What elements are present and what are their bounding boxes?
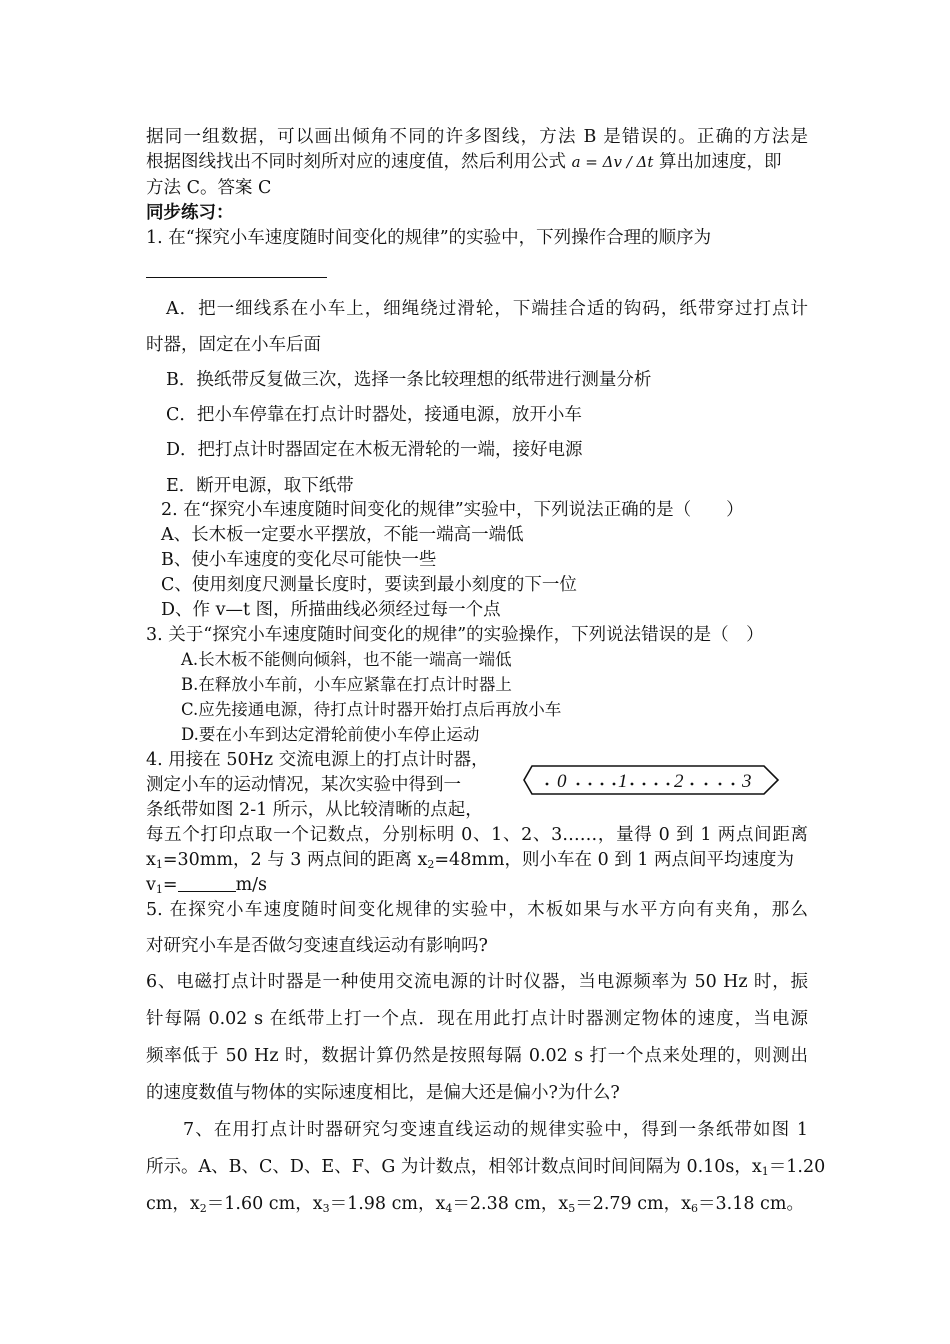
q2-option-b: B、使小车速度的变化尽可能快一些 bbox=[161, 550, 437, 570]
q4-line-1: 4. 用接在 50Hz 交流电源上的打点计时器， bbox=[146, 750, 489, 770]
q7-x5-measure: $x_5=2.79$ cm， bbox=[558, 1194, 682, 1215]
q4-x2-subscript: 2 bbox=[427, 858, 435, 871]
q5-line-2: 对研究小车是否做匀变速直线运动有影响吗? bbox=[146, 936, 488, 956]
q7-x2-measure: cm，$x_2=1.60$ cm， bbox=[146, 1194, 313, 1215]
q2-option-c: C、使用刻度尺测量长度时，要读到最小刻度的下一位 bbox=[161, 575, 577, 595]
q3-option-b: B.在释放小车前，小车应紧靠在打点计时器上 bbox=[181, 675, 512, 694]
q6-line-1: 6、电磁打点计时器是一种使用交流电源的计时仪器，当电源频率为 50 Hz 时，振 bbox=[146, 972, 808, 992]
q4-equals: = bbox=[162, 875, 178, 895]
q3-stem: 3. 关于“探究小车速度随时间变化的规律”的实验操作，下列说法错误的是（ ） bbox=[146, 625, 764, 645]
q5-line-1: 5. 在探究小车速度随时间变化规律的实验中，木板如果与水平方向有夹角，那么 bbox=[146, 900, 808, 920]
q6-line-2: 针每隔 0.02 s 在纸带上打一个点．现在用此打点计时器测定物体的速度，当电源 bbox=[146, 1009, 808, 1029]
acceleration-formula: a = Δv / Δt bbox=[571, 153, 654, 171]
q4-unit: m/s bbox=[235, 875, 268, 895]
paper-tape-figure bbox=[520, 752, 782, 808]
q7-x3-measure: $x_3=1.98$ cm， bbox=[312, 1194, 436, 1215]
q7-line-3 bbox=[146, 1192, 808, 1216]
q1-option-c: C．把小车停靠在打点计时器处，接通电源，放开小车 bbox=[166, 405, 582, 425]
section-title: 同步练习： bbox=[146, 203, 234, 223]
q6-line-3: 频率低于 50 Hz 时，数据计算仍然是按照每隔 0.02 s 打一个点来处理的，则测出 bbox=[146, 1046, 808, 1066]
q7-line-2-text-a: 所示。A、B、C、D、E、F、G 为计数点，相邻计数点间时间间隔为 0.10s，x bbox=[146, 1157, 762, 1177]
q1-stem: 1. 在“探究小车速度随时间变化的规律”的实验中，下列操作合理的顺序为 bbox=[146, 228, 712, 248]
q2-option-d: D、作 v—t 图，所描曲线必须经过每一个点 bbox=[161, 600, 501, 620]
q4-line-5-text-b: =30mm，2 与 3 两点间的距离 x bbox=[162, 850, 428, 870]
q1-option-e: E．断开电源，取下纸带 bbox=[166, 476, 354, 496]
q2-option-a: A、长木板一定要水平摆放，不能一端高一端低 bbox=[161, 525, 524, 545]
q4-line-6 bbox=[146, 873, 267, 897]
q1-option-a-line-2: 时器，固定在小车后面 bbox=[146, 335, 321, 355]
q7-line-2 bbox=[146, 1155, 826, 1179]
q4-line-5-text-c: =48mm，则小车在 0 到 1 两点间平均速度为 bbox=[434, 850, 795, 870]
intro-line-2-text-a: 根据图线找出不同时刻所对应的速度值，然后利用公式 bbox=[146, 152, 566, 172]
q4-x1-subscript: 1 bbox=[155, 858, 163, 871]
q3-option-a: A.长木板不能侧向倾斜，也不能一端高一端低 bbox=[181, 650, 512, 669]
intro-line-3: 方法 C。答案 C bbox=[146, 178, 272, 198]
q3-option-c: C.应先接通电源，待打点计时器开始打点后再放小车 bbox=[181, 700, 562, 719]
q6-line-4: 的速度数值与物体的实际速度相比，是偏大还是偏小?为什么? bbox=[146, 1083, 620, 1103]
tape-label-1: 1 bbox=[618, 771, 628, 792]
q7-x1-subscript: 1 bbox=[761, 1165, 769, 1178]
tape-label-0: 0 bbox=[557, 771, 567, 792]
q2-stem: 2. 在“探究小车速度随时间变化的规律”实验中，下列说法正确的是（ ） bbox=[161, 500, 744, 520]
q4-v1-subscript: 1 bbox=[155, 883, 163, 896]
q4-line-2: 测定小车的运动情况，某次实验中得到一 bbox=[146, 775, 461, 795]
paper-tape-dots bbox=[546, 783, 735, 786]
q4-line-3: 条纸带如图 2-1 所示，从比较清晰的点起， bbox=[146, 800, 483, 820]
q4-line-4: 每五个打印点取一个记数点，分别标明 0、1、2、3……，量得 0 到 1 两点间距离 bbox=[146, 825, 808, 845]
intro-line-2-text-b: 算出加速度，即 bbox=[658, 152, 782, 172]
q4-x1-label: x bbox=[146, 850, 156, 870]
q1-option-d: D．把打点计时器固定在木板无滑轮的一端，接好电源 bbox=[166, 440, 583, 460]
q1-option-a-line-1: A．把一细线系在小车上，细绳绕过滑轮，下端挂合适的钩码，纸带穿过打点计 bbox=[166, 299, 808, 319]
q7-line-1: 7、在用打点计时器研究匀变速直线运动的规律实验中，得到一条纸带如图 1 bbox=[183, 1120, 808, 1140]
q1-option-b: B．换纸带反复做三次，选择一条比较理想的纸带进行测量分析 bbox=[166, 370, 652, 390]
tape-label-2: 2 bbox=[674, 771, 684, 792]
q7-x6-measure: $x_6=3.18$ cm。 bbox=[681, 1194, 804, 1215]
q1-answer-blank bbox=[146, 277, 327, 278]
intro-line-2 bbox=[146, 150, 808, 174]
q4-v1-label: v bbox=[146, 875, 156, 895]
q7-x4-measure: $x_4=2.38$ cm， bbox=[435, 1194, 559, 1215]
q3-option-d: D.要在小车到达定滑轮前使小车停止运动 bbox=[181, 725, 480, 744]
tape-label-3: 3 bbox=[742, 771, 752, 792]
intro-line-1: 据同一组数据，可以画出倾角不同的许多图线，方法 B 是错误的。正确的方法是 bbox=[146, 127, 808, 147]
q4-line-5 bbox=[146, 848, 808, 872]
q4-answer-blank bbox=[178, 875, 236, 892]
q7-x1-value: ＝1.20 bbox=[768, 1157, 826, 1177]
